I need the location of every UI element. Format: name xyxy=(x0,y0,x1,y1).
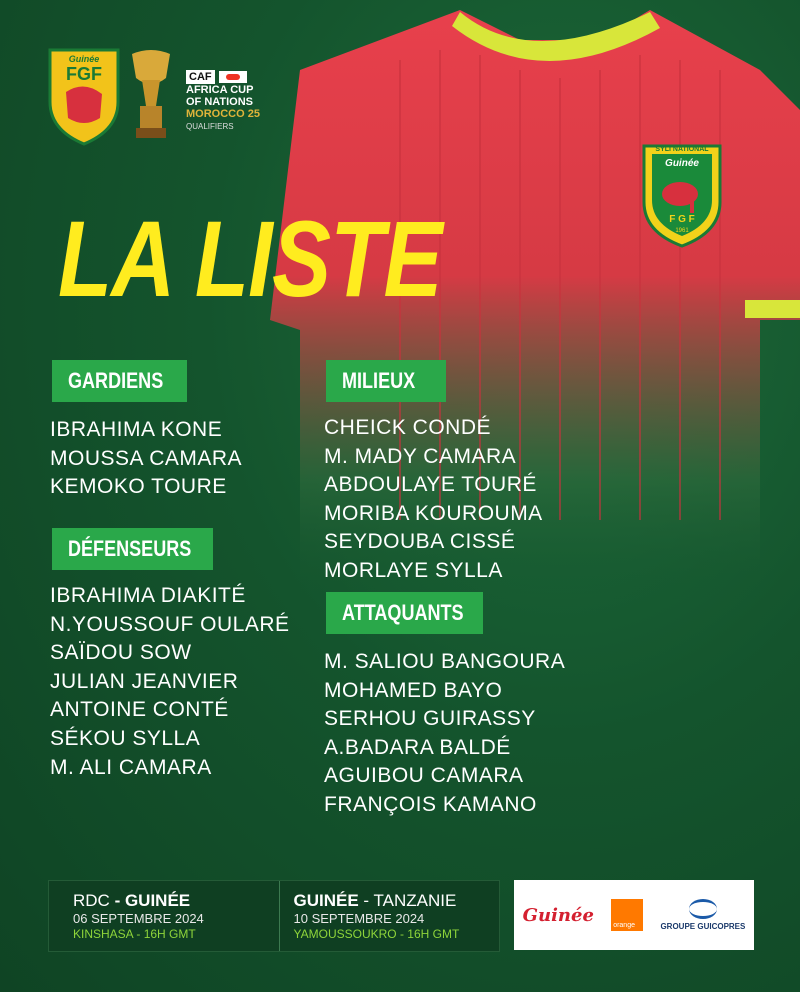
match-2-teams xyxy=(294,891,500,911)
player-name: MOHAMED BAYO xyxy=(324,678,503,702)
match-2-team-b: TANZANIE xyxy=(373,891,457,910)
player-name: JULIAN JEANVIER xyxy=(50,669,239,693)
match-1-place: KINSHASA - 16H GMT xyxy=(73,927,196,941)
match-1-team-b: GUINÉE xyxy=(124,891,191,910)
player-name: ABDOULAYE TOURÉ xyxy=(324,473,537,497)
fgf-logo-text: FGF xyxy=(66,64,102,84)
forwards-list xyxy=(324,648,565,820)
player-name: SÉKOU SYLLA xyxy=(50,726,201,750)
caf-line-2: OF NATIONS xyxy=(186,96,254,108)
caf-qualifiers: QUALIFIERS xyxy=(186,122,234,131)
section-tag-forwards xyxy=(326,592,483,634)
caf-badge: CAF xyxy=(186,70,215,84)
player-name: M. MADY CAMARA xyxy=(324,444,517,468)
goalkeepers-list xyxy=(50,416,242,502)
match-1-date: 06 SEPTEMBRE 2024 xyxy=(73,911,204,926)
match-1 xyxy=(49,881,279,951)
section-title-forwards: ATTAQUANTS xyxy=(342,600,464,625)
player-name: SAÏDOU SOW xyxy=(50,641,192,665)
section-title-defenders: DÉFENSEURS xyxy=(68,536,192,561)
section-tag-defenders xyxy=(52,528,213,570)
match-schedule xyxy=(48,880,500,952)
sponsor-guicopres-logo xyxy=(660,899,745,931)
player-name: M. SALIOU BANGOURA xyxy=(324,650,566,673)
match-1-teams xyxy=(73,891,279,911)
player-name: MORIBA KOUROUMA xyxy=(324,501,543,525)
section-tag-midfielders xyxy=(326,360,446,402)
match-1-separator: - xyxy=(109,891,125,910)
crest-brand: Guinée xyxy=(665,158,699,169)
sponsor-orange-text: orange xyxy=(613,922,635,929)
section-tag-goalkeepers xyxy=(52,360,187,402)
match-2-place: YAMOUSSOUKRO - 16H GMT xyxy=(293,927,460,941)
player-name: AGUIBOU CAMARA xyxy=(324,764,524,788)
section-title-midfielders: MILIEUX xyxy=(342,368,416,393)
defenders-list xyxy=(50,582,290,782)
player-name: N.YOUSSOUF OULARÉ xyxy=(50,612,290,636)
midfielders-list xyxy=(324,414,543,586)
crest-top-text: SYLI NATIONAL xyxy=(655,146,709,153)
player-name: IBRAHIMA DIAKITÉ xyxy=(50,584,246,607)
player-name: SEYDOUBA CISSÉ xyxy=(324,530,516,554)
match-1-team-a: RDC xyxy=(73,891,110,910)
player-name: M. ALI CAMARA xyxy=(50,755,212,779)
match-2 xyxy=(279,881,500,951)
player-name: KEMOKO TOURE xyxy=(50,475,227,499)
caf-morocco: MOROCCO 25 xyxy=(186,108,260,120)
caf-afcon-logo xyxy=(186,70,286,131)
sponsor-logo-icon xyxy=(219,71,247,83)
player-name: ANTOINE CONTÉ xyxy=(50,698,229,722)
player-name: FRANÇOIS KAMANO xyxy=(324,792,537,816)
trophy-icon xyxy=(126,48,176,144)
player-name: IBRAHIMA KONE xyxy=(50,418,223,441)
sponsor-guinee-logo: Guinée xyxy=(522,904,594,926)
section-title-goalkeepers: GARDIENS xyxy=(68,368,164,393)
caf-line-1: AFRICA CUP xyxy=(186,84,254,96)
sponsors-panel xyxy=(514,880,754,950)
player-name: A.BADARA BALDÉ xyxy=(324,735,511,759)
player-name: CHEICK CONDÉ xyxy=(324,416,492,439)
player-name: MOUSSA CAMARA xyxy=(50,446,243,470)
crest-letters: F G F xyxy=(669,214,695,225)
sponsor-guicopres-text: GROUPE GUICOPRES xyxy=(660,922,746,931)
player-name: MORLAYE SYLLA xyxy=(324,558,503,582)
guicopres-mark-icon xyxy=(689,899,717,919)
fgf-logo-top: Guinée xyxy=(68,54,100,64)
match-2-separator: - xyxy=(358,891,374,910)
headline: LA LISTE xyxy=(58,198,442,319)
sponsor-orange-logo xyxy=(611,899,643,931)
match-2-date: 10 SEPTEMBRE 2024 xyxy=(293,911,425,926)
crest-year: 1961 xyxy=(675,228,689,234)
match-2-team-a: GUINÉE xyxy=(293,891,359,910)
player-name: SERHOU GUIRASSY xyxy=(324,707,536,731)
